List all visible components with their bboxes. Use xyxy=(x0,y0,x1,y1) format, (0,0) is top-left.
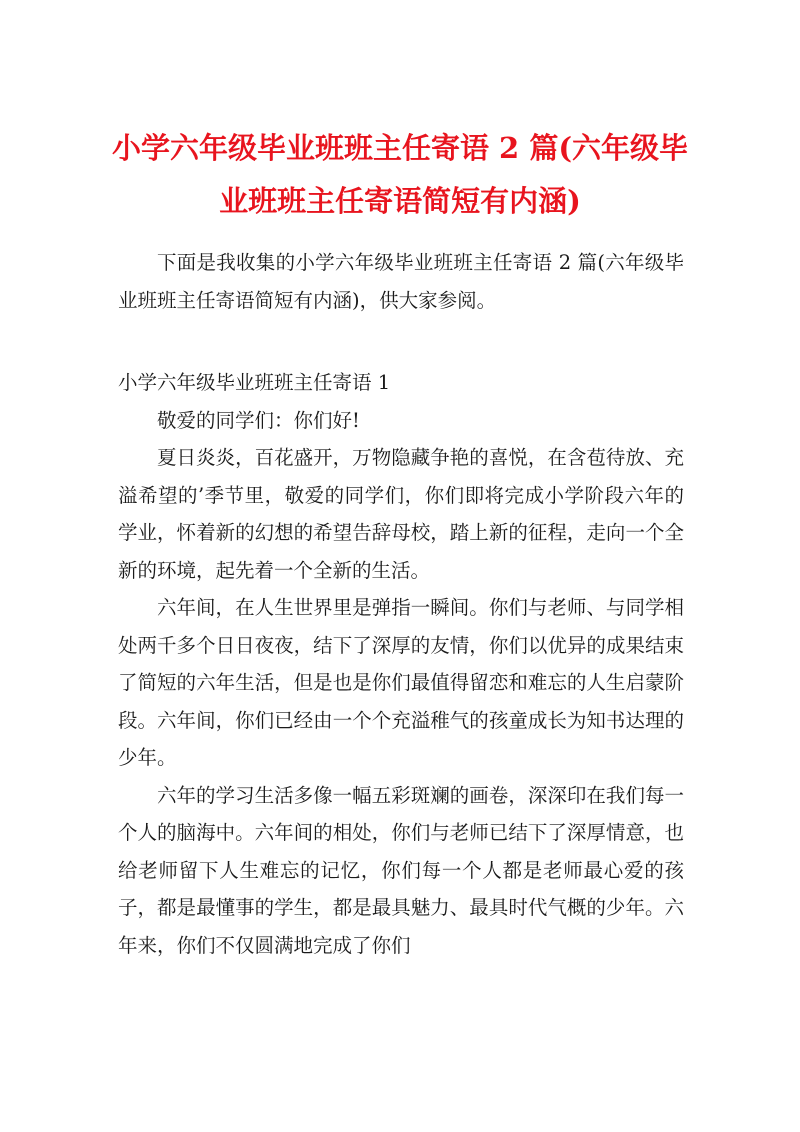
intro-paragraph: 下面是我收集的小学六年级毕业班班主任寄语 2 篇(六年级毕业班班主任寄语简短有内涵)，供大家参阅。 xyxy=(118,251,684,312)
body-paragraph: 夏日炎炎，百花盛开，万物隐藏争艳的喜悦，在含苞待放、充溢希望的’季节里，敬爱的同学们，你们即将完成小学阶段六年的学业，怀着新的幻想的希望告辞母校，踏上新的征程，走向一个全新的环境，起先着一个全新的生活。 xyxy=(118,446,684,582)
document-title: 小学六年级毕业班班主任寄语 2 篇(六年级毕业班班主任寄语简短有内涵) xyxy=(111,131,689,218)
body-paragraph: 敬爱的同学们：你们好! xyxy=(157,408,360,432)
section-heading: 小学六年级毕业班班主任寄语 1 xyxy=(118,371,391,394)
body-paragraph: 六年间，在人生世界里是弹指一瞬间。你们与老师、与同学相处两千多个日日夜夜，结下了深厚的友情，你们以优异的成果结束了简短的六年生活，但是也是你们最值得留恋和难忘的人生启蒙阶段。六年间，你们已经由一个个充溢稚气的孩童成长为知书达理的少年。 xyxy=(118,596,684,769)
document-body xyxy=(118,244,684,964)
body-paragraph: 六年的学习生活多像一幅五彩斑斓的画卷，深深印在我们每一个人的脑海中。六年间的相处，你们与老师已结下了深厚情意，也给老师留下人生难忘的记忆，你们每一个人都是老师最心爱的孩子，都是最懂事的学生，都是最具魅力、最具时代气概的少年。六年来，你们不仅圆满地完成了你们 xyxy=(118,783,684,957)
spacer xyxy=(118,319,684,364)
